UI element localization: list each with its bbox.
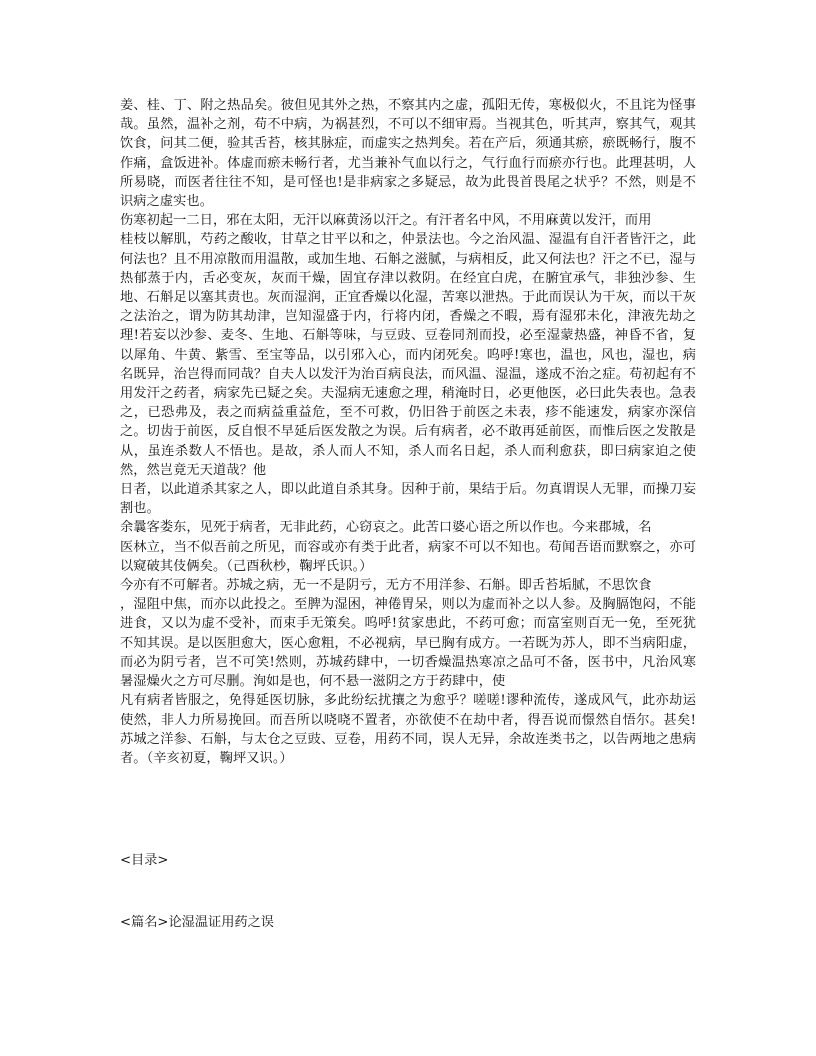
- paragraph-4: 日者，以此道杀其家之人，即以此道自杀其身。因种于前，果结于后。勿真谓误人无罪，而操刀妄割也。: [120, 482, 696, 517]
- paragraph-5: 余曩客娄东，见死于病者，无非此药，心窃哀之。此苦口婆心语之所以作也。今来郡城，名: [120, 520, 652, 536]
- paragraph-3: 桂枝以解肌，芍药之酸收，甘草之甘平以和之，仲景法也。今之治风温、湿温有自汗者皆汗之，此何法也？且不用凉散而用温散，或加生地、石斛之滋腻，与病相反，此又何法也？汗之不已，湿与热郁蒸于内，舌必变灰，灰而干燥，固宜存津以救阴。在经宜白虎，在腑宜承气，非独沙参、生地、石斛足以塞其责也。灰而湿润，正宜香燥以化湿，苦寒以泄热。于此而误认为干灰，而以干灰之法治之，谓为防其劫津，岂知湿盛于内，行将内闭，香燥之不暇，焉有湿邪未化，津液先劫之理!若妄以沙参、麦冬、生地、石斛等味，与豆豉、豆卷同剂而投，必至湿蒙热盛，神昏不省，复以犀角、牛黄、紫雪、至宝等品，以引邪入心，而内闭死矣。呜呼!寒也，温也，风也，湿也，病名既异，治岂得而同哉？自夫人以发汗为治百病良法，而风温、湿温，遂成不治之症。苟初起有不用发汗之药者，病家先已疑之矣。夫湿病无速愈之理，稍淹时日，必更他医，必曰此失表也。急表之，已恐弗及，表之而病益重益危，至不可救，仍旧咎于前医之未表，疹不能速发，病家亦深信之。切齿于前医，反自恨不早延后医发散之为误。后有病者，必不敢再延前医，而惟后医之发散是从，虽连杀数人不悟也。是故，杀人而人不知，杀人而名日起，杀人而利愈获，即曰病家迫之使然，然岂竟无天道哉？他: [120, 232, 696, 478]
- paragraph-7: 今亦有不可解者。苏城之病，无一不是阴亏，无方不用洋参、石斛。即舌苔垢腻，不思饮食: [120, 578, 652, 594]
- paragraph-2: 伤寒初起一二日，邪在太阳，无汗以麻黄汤以汗之。有汗者名中风，不用麻黄以发汗，而用: [120, 213, 652, 229]
- main-text: [120, 96, 696, 768]
- toc-label: <目录>: [120, 853, 169, 868]
- chapter-title: <篇名>论湿温证用药之误: [120, 915, 274, 930]
- paragraph-1: 姜、桂、丁、附之热品矣。彼但见其外之热，不察其内之虚，孤阳无传，寒极似火，不且诧为怪事哉。虽然，温补之剂，苟不中病，为祸甚烈，不可以不细审焉。当视其色，听其声，察其气，观其饮食，问其二便，验其舌苔，核其脉症，而虚实之热判矣。若在产后，须通其瘀，瘀既畅行，腹不作痛，盒饭进补。体虚而瘀未畅行者，尤当兼补气血以行之，气行血行而瘀亦行也。此理甚明，人所易晓，而医者往往不知，是可怪也!是非病家之多疑忌，故为此畏首畏尾之状乎？不然，则是不识病之虚实也。: [120, 98, 696, 210]
- paragraph-8: ，湿阻中焦，而亦以此投之。至脾为湿困，神倦胃呆，则以为虚而补之以人参。及胸膈饱闷，不能进食，又以为虚不受补，而束手无策矣。呜呼!贫家患此，不药可愈；而富室则百无一免，至死犹不知其误。是以医胆愈大，医心愈粗，不必视病，早已胸有成方。一若既为苏人，即不当病阳虚，而必为阴亏者，岂不可笑!然则，苏城药肆中，一切香燥温热寒凉之品可不备，医书中，凡治风寒暑湿燥火之方可尽删。洵如是也，何不悬一滋阴之方于药肆中，使: [120, 597, 696, 690]
- paragraph-9: 凡有病者皆服之，免得延医切脉，多此纷纭扰攘之为愈乎？嗟嗟!谬种流传，遂成风气，此亦劫运使然，非人力所易挽回。而吾所以哓哓不置者，亦欲使不在劫中者，得吾说而憬然自悟尔。甚矣!苏城之洋参、石斛，与太仓之豆豉、豆卷，用药不同，误人无异，余故连类书之，以告两地之患病者。（辛亥初夏，鞠坪又识。）: [120, 693, 696, 766]
- paragraph-6: 医林立，当不似吾前之所见，而容或亦有类于此者，病家不可以不知也。苟闻吾语而默察之，亦可以窥破其伎俩矣。（己酉秋杪，鞠坪氏识。）: [120, 539, 696, 574]
